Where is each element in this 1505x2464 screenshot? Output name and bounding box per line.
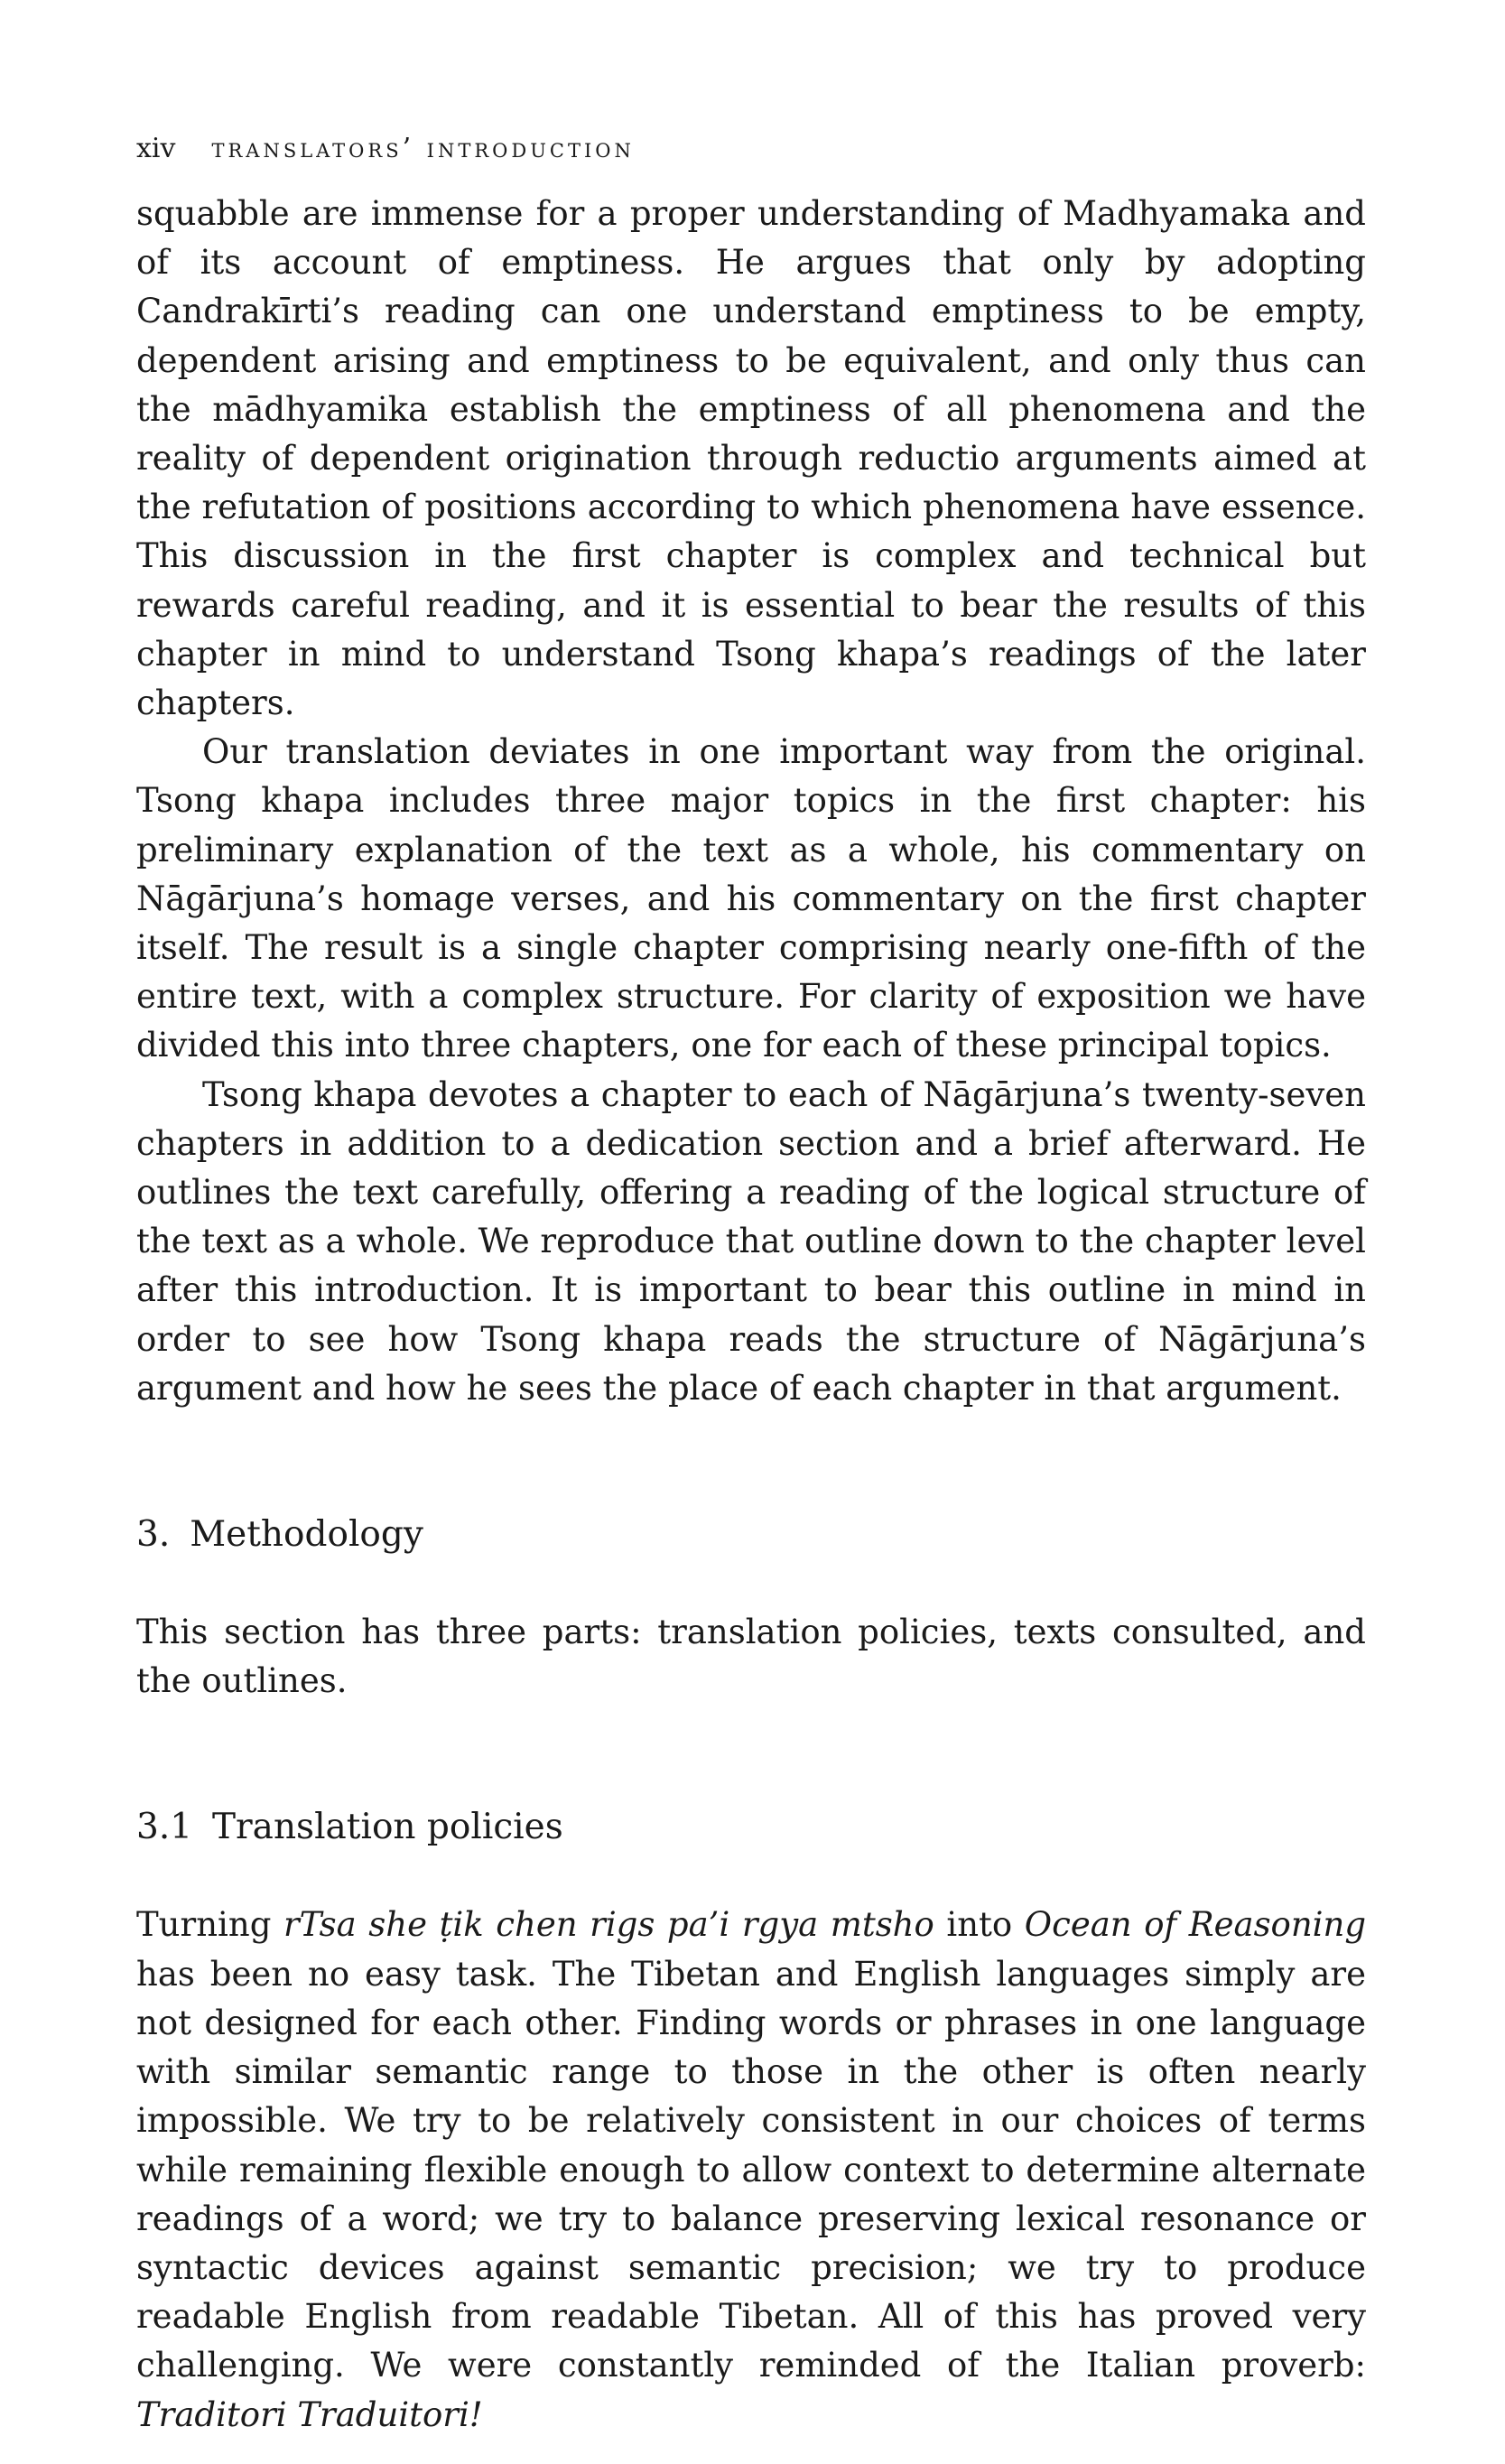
paragraph-translation-deviation: Our translation deviates in one important way from the original. Tsong khapa includes three major topics in the first chapter: his preliminary explanation of the text as a whole, his commentary on Nāgārjuna’s homage verses, and his commentary on the first chapter itself. The result is a single chapter comprising nearly one-fifth of the entire text, with a complex structure. For clarity of exposition we have divided this into three chapters, one for each of these principal topics. (136, 732, 1366, 1065)
running-title: translators’ introduction (211, 133, 635, 164)
page-number: xiv (136, 133, 176, 164)
subsection-number: 3.1 (136, 1807, 193, 1848)
running-head (136, 135, 1366, 190)
book-page (136, 135, 1366, 2440)
paragraph-translation-policies: Turning rTsa she ṭik chen rigs pa’i rgya mtsho into Ocean of Reasoning has been no easy task. The Tibetan and English languages simply are not designed for each other. Finding words or phrases in one language with similar semantic range to those in the other is often nearly impossible. We try to be relatively consistent in our choices of terms while remaining flexible enough to allow context to determine alternate readings of a word; we try to balance preserving lexical resonance or syntactic devices against semantic precision; we try to produce readable English from readable Tibetan. All of this has proved very challenging. We were constantly reminded of the Italian proverb: Traditori Traduitori! (136, 1905, 1367, 2434)
section-heading-methodology (136, 1511, 1366, 1559)
paragraph-section-intro: This section has three parts: translation policies, texts consulted, and the outlines. (136, 1613, 1366, 1701)
subsection-heading-translation-policies (136, 1803, 1366, 1852)
italian-proverb: Traditori Traduitori! (136, 2394, 483, 2434)
paragraph-outline: Tsong khapa devotes a chapter to each of Nāgārjuna’s twenty-seven chapters in addition to a dedication section and a brief afterward. He outlines the text carefully, offering a reading of the logical structure of the text as a whole. We reproduce that outline down to the chapter level after this introduction. It is important to bear this outline in mind in order to see how Tsong khapa reads the structure of Nāgārjuna’s argument and how he sees the place of each chapter in that argument. (136, 1074, 1366, 1408)
section-title: Methodology (190, 1514, 423, 1556)
tibetan-title: rTsa she ṭik chen rigs pa’i rgya mtsho (283, 1905, 934, 1945)
english-title: Ocean of Reasoning (1024, 1905, 1367, 1945)
subsection-title: Translation policies (212, 1807, 563, 1848)
section-number: 3. (136, 1514, 171, 1556)
paragraph-continued: squabble are immense for a proper understanding of Madhyamaka and of its account of emptiness. He argues that only by adopting Candrakīrti’s reading can one understand emptiness to be empty, dependent arising and emptiness to be equivalent, and only thus can the mādhyamika establish the emptiness of all phenomena and the reality of dependent origination through reductio arguments aimed at the refutation of positions according to which phenomena have essence. This discussion in the first chapter is complex and technical but rewards careful reading, and it is essential to bear the results of this chapter in mind to understand Tsong khapa’s readings of the later chapters. (136, 194, 1366, 723)
